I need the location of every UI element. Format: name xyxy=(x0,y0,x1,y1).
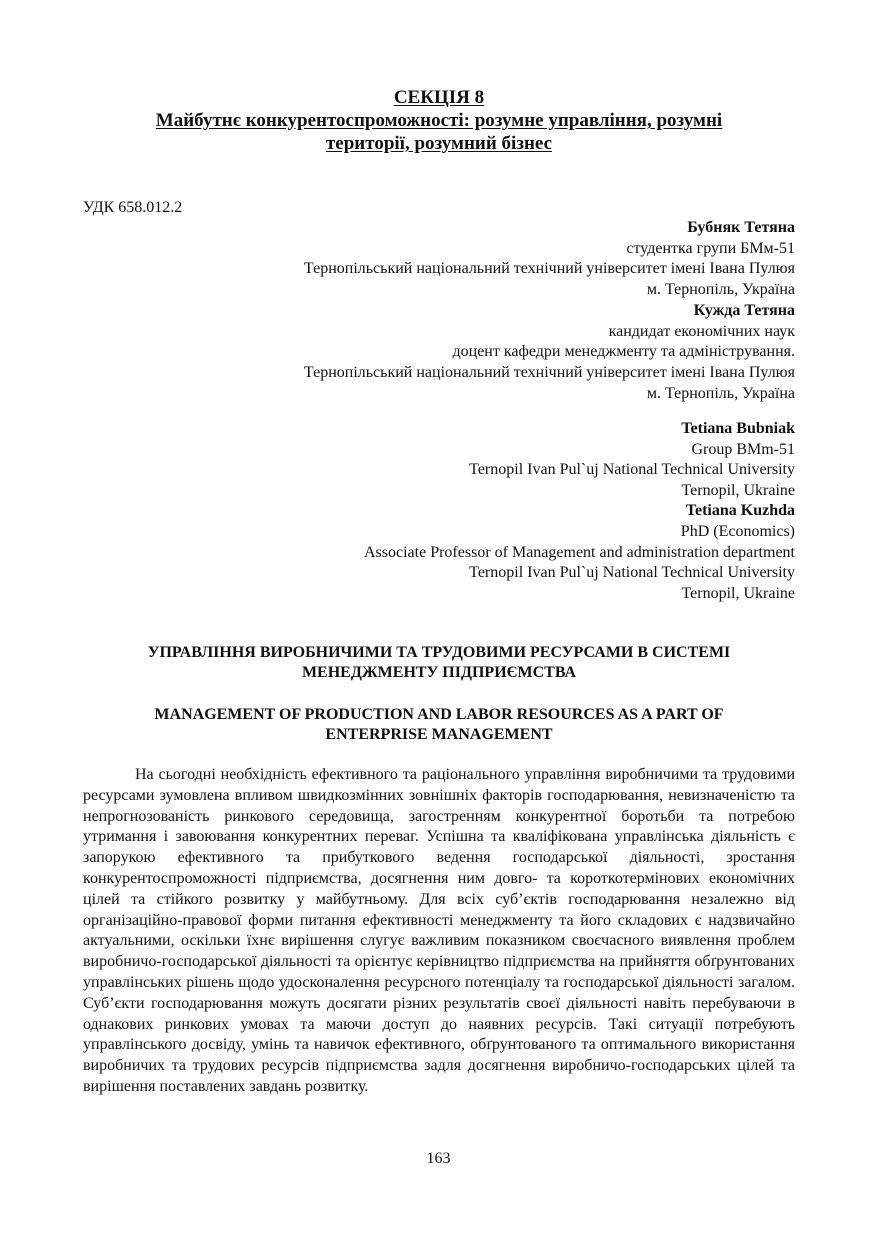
author2-name-en: Tetiana Kuzhda xyxy=(685,502,795,520)
author2-position-en: Associate Professor of Management and administration department xyxy=(364,543,795,561)
author2-university-ua: Тернопільський національний технічний університет імені Івана Пулюя xyxy=(303,363,795,381)
article-title-ua-line1: УПРАВЛІННЯ ВИРОБНИЧИМИ ТА ТРУДОВИМИ РЕСУРСАМИ В СИСТЕМІ xyxy=(147,644,731,661)
author2-city-ua: м. Тернопіль, Україна xyxy=(646,384,795,402)
author1-name-en: Tetiana Bubniak xyxy=(681,420,795,437)
author2-degree-en: PhD (Economics) xyxy=(680,522,795,540)
author1-university-ua: Тернопільський національний технічний університет імені Івана Пулюя xyxy=(303,260,795,278)
author1-name-ua: Бубняк Тетяна xyxy=(687,219,795,236)
author1-city-ua: м. Тернопіль, Україна xyxy=(646,281,795,299)
article-title-ua xyxy=(83,643,795,683)
author1-position-en: Group BMm-51 xyxy=(691,440,795,458)
author1-position-ua: студентка групи БМм-51 xyxy=(626,239,795,257)
author1-university-en: Ternopil Ivan Pul`uj National Technical University xyxy=(469,461,795,479)
author1-city-en: Ternopil, Ukraine xyxy=(681,481,795,499)
article-title-en xyxy=(83,705,795,745)
authors-ua-block xyxy=(304,218,795,404)
authors-en-block xyxy=(364,419,795,604)
author2-position-ua: доцент кафедри менеджменту та адміністрування. xyxy=(452,343,795,361)
article-title-en-line1: MANAGEMENT OF PRODUCTION AND LABOR RESOURCES AS A PART OF xyxy=(154,706,724,723)
author2-name-ua: Кужда Тетяна xyxy=(693,301,795,319)
author2-university-en: Ternopil Ivan Pul`uj National Technical University xyxy=(469,564,795,582)
article-title-en-line2: ENTERPRISE MANAGEMENT xyxy=(325,726,553,743)
author2-city-en: Ternopil, Ukraine xyxy=(681,584,795,602)
udk-code: УДК 658.012.2 xyxy=(83,199,183,216)
body-paragraph: На сьогодні необхідність ефективного та раціонального управління виробничими та трудовими ресурсами зумовлена впливом швидкозмінних зовнішніх факторів господарювання, невизначеністю та непрогнозованість ринкового середовища, загостренням конкурентної боротьби та потребою утримання і завоювання конкурентних переваг. Успішна та кваліфікована управлінська діяльність є запорукою ефективного та прибуткового ведення господарської діяльності, зростання конкурентоспроможності підприємства, досягнення ним довго- та короткотермінових економічних цілей та стійкого розвитку у майбутньому. Для всіх суб’єктів господарювання незалежно від організаційно-правової форми питання ефективності менеджменту та його складових є надзвичайно актуальними, оскільки їхнє вирішення слугує важливим показником своєчасного виявлення проблем виробничо-господарської діяльності та орієнтує керівництво підприємства на прийняття обґрунтованих управлінських рішень щодо удосконалення ресурсного потенціалу та господарської діяльності загалом. Суб’єкти господарювання можуть досягати різних результатів своєї діяльності навіть перебуваючи в однакових ринкових умовах та маючи доступ до наявних ресурсів. Такі ситуації потребують управлінського досвіду, умінь та навичок ефективного, обґрунтованого та оптимального використання виробничих та трудових ресурсів підприємства задля досягнення виробничо-господарських цілей та вирішення поставлених завдань розвитку. xyxy=(83,766,795,1095)
article-title-ua-line2: МЕНЕДЖМЕНТУ ПІДПРИЄМСТВА xyxy=(301,664,577,681)
section-title: СЕКЦІЯ 8 xyxy=(393,87,485,108)
section-subtitle-line1: Майбутнє конкурентоспроможності: розумне управління, розумні xyxy=(155,110,723,131)
section-subtitle-line2: території, розумний бізнес xyxy=(325,133,553,154)
article-body xyxy=(83,765,795,1098)
author2-degree-ua: кандидат економічних наук xyxy=(608,322,795,340)
section-header xyxy=(83,86,795,155)
page-number: 163 xyxy=(426,1150,451,1167)
